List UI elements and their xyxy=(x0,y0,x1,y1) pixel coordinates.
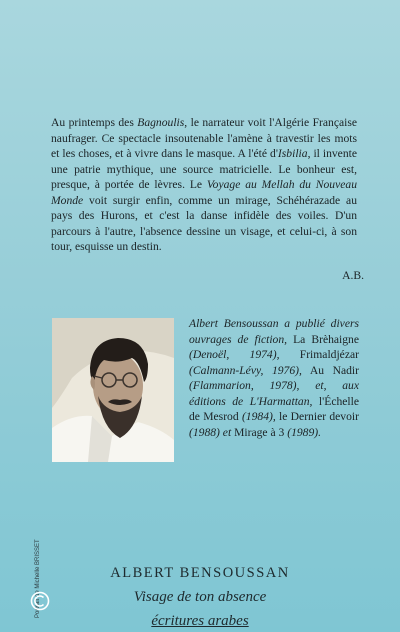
blurb-text-2: , le narrateur voit l'Algérie Française naufrager. Ce spectacle insoutenable l'amène à travestir les mots et les choses, et à vivre dans le masque. A l'été d' xyxy=(51,116,357,160)
bio-part-l: Mirage à 3 xyxy=(231,425,288,439)
bio-part-a: Albert Bensoussan a publié divers ouvrages de fiction, xyxy=(189,317,359,346)
blurb-text-3: , il invente une patrie mythique, une source matricielle. Le bonheur est, presque, à portée de lèvres. Le xyxy=(51,147,357,191)
blurb-italic-3: Voyage au Mellah du Nouveau Monde xyxy=(51,178,357,207)
bio-part-b: La Brèhaigne xyxy=(287,332,359,346)
author-bio xyxy=(189,316,359,440)
blurb-italic-1: Bagnoulis xyxy=(137,116,185,129)
bio-part-c: (Denoël, 1974), xyxy=(189,348,280,361)
book-title: Visage de ton absence xyxy=(133,589,267,605)
bio-part-m: (1989). xyxy=(287,425,322,439)
collection-name: écritures arabes xyxy=(151,613,249,629)
bio-part-e: (Calmann-Lévy, 1976), xyxy=(189,363,302,377)
bio-part-k: (1988) et xyxy=(189,425,232,439)
bio-part-j: le Dernier devoir xyxy=(275,410,359,423)
bio-part-g: (Flammarion, 1978), et, aux éditions de L'Harmattan, xyxy=(189,379,359,408)
author-portrait xyxy=(52,318,174,462)
author-portrait-illustration xyxy=(52,318,174,462)
back-cover-blurb xyxy=(51,115,357,255)
blurb-paragraph xyxy=(51,115,357,255)
photo-credit: Portrait de Michelle BRISSET xyxy=(35,539,41,618)
blurb-text-4: voit surgir enfin, comme un mirage, Schéhérazade au pays des Hurons, et c'est la danse infidèle des voiles. D'un parcours à l'autre, l'absence dessine un visage, et celui-ci, à son tour, esquisse un destin. xyxy=(51,193,357,253)
blurb-text-1: Au printemps des xyxy=(51,116,138,129)
bio-part-h: l'Échelle de Mesrod xyxy=(189,394,359,423)
author-name: ALBERT BENSOUSSAN xyxy=(110,565,290,581)
bio-part-f: Au Nadir xyxy=(301,363,359,377)
bio-part-d: Frimaldjézar xyxy=(279,348,359,361)
bio-part-i: (1984), xyxy=(241,410,276,423)
blurb-signature: A.B. xyxy=(342,269,364,282)
publisher-logo-icon xyxy=(30,591,50,611)
blurb-italic-2: Isbilia xyxy=(277,147,308,160)
